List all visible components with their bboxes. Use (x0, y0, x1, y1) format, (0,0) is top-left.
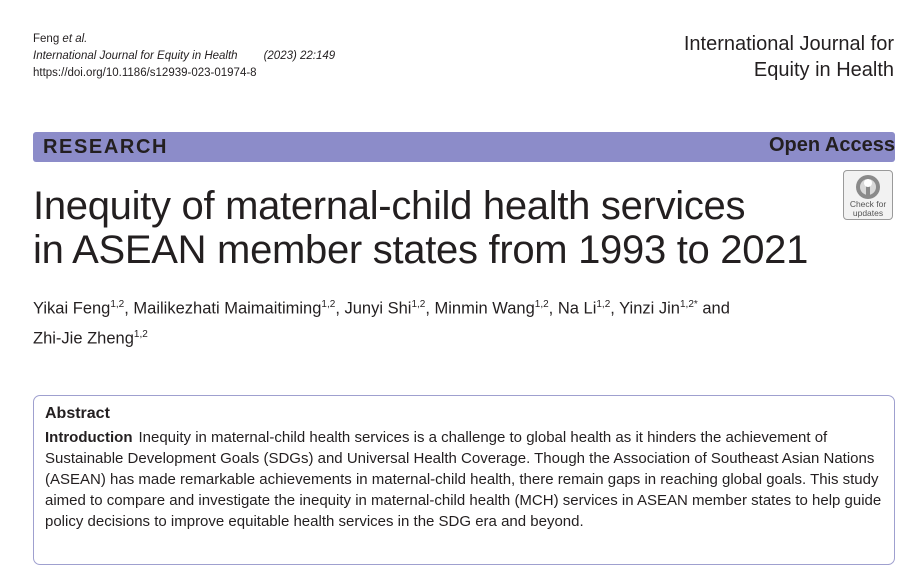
author-name[interactable]: Junyi Shi (344, 299, 412, 318)
open-access-label: Open Access (769, 134, 895, 156)
article-title (33, 184, 808, 272)
author-separator: , (335, 299, 345, 318)
author-name[interactable]: Yinzi Jin (619, 299, 680, 318)
author-separator: , (610, 299, 620, 318)
citation-author (33, 31, 335, 48)
author-separator: , (425, 299, 435, 318)
author-list (33, 292, 813, 351)
abstract-box (33, 395, 895, 565)
doi-link[interactable]: https://doi.org/10.1186/s12939-023-01974-8 (33, 67, 257, 79)
check-for-updates-button[interactable] (843, 170, 893, 220)
author-separator: , (124, 299, 134, 318)
author-separator: , (548, 299, 558, 318)
author-affiliation: 1,2* (679, 299, 698, 310)
citation-journal (33, 48, 335, 65)
journal-name-line1: International Journal for (683, 33, 894, 55)
author-affiliation: 1,2 (110, 299, 125, 310)
author-and: and (697, 299, 730, 318)
check-for-updates-line2: updates (852, 208, 884, 218)
article-type-banner (33, 132, 895, 162)
author-affiliation: 1,2 (321, 299, 336, 310)
author-affiliation: 1,2 (133, 328, 148, 340)
author-affiliation: 1,2 (411, 299, 426, 310)
crossmark-icon (855, 174, 881, 200)
article-type-label: RESEARCH (43, 136, 169, 158)
journal-short: International Journal for Equity in Health (33, 50, 238, 62)
author-name[interactable]: Minmin Wang (434, 299, 535, 318)
abstract-heading: Abstract (45, 405, 110, 422)
citation-block (33, 31, 335, 82)
introduction-label: Introduction (45, 429, 133, 446)
volume: (2023) 22:149 (263, 50, 336, 62)
et-al: et al. (62, 33, 88, 45)
author-affiliation: 1,2 (596, 299, 611, 310)
journal-name (684, 31, 894, 83)
abstract-introduction (45, 427, 883, 532)
author-short: Feng (33, 33, 63, 45)
author-name[interactable]: Na Li (557, 299, 597, 318)
journal-name-line2: Equity in Health (753, 59, 894, 81)
author-name[interactable]: Zhi-Jie Zheng (33, 329, 134, 347)
author-name[interactable]: Mailikezhati Maimaitiming (133, 299, 322, 318)
author-name[interactable]: Yikai Feng (33, 299, 111, 318)
author-affiliation: 1,2 (534, 299, 549, 310)
article-title-line1: Inequity of maternal-child health services (33, 184, 746, 228)
check-for-updates-line1: Check for (849, 199, 887, 209)
introduction-text: Inequity in maternal-child health services is a challenge to global health as it hinders the achievement of Sustainable Development Goals (SDGs) and Universal Health Coverage. Though the Association of Southeast Asian Nations (ASEAN) has made remarkable achievements in maternal-child health, there remain gaps in reaching global goals. This study aimed to compare and investigate the inequity in maternal-child health (MCH) services in ASEAN member states to help guide policy decisions to improve equitable health services in the SDG era and beyond. (45, 429, 882, 530)
article-title-line2: in ASEAN member states from 1993 to 2021 (33, 228, 809, 272)
